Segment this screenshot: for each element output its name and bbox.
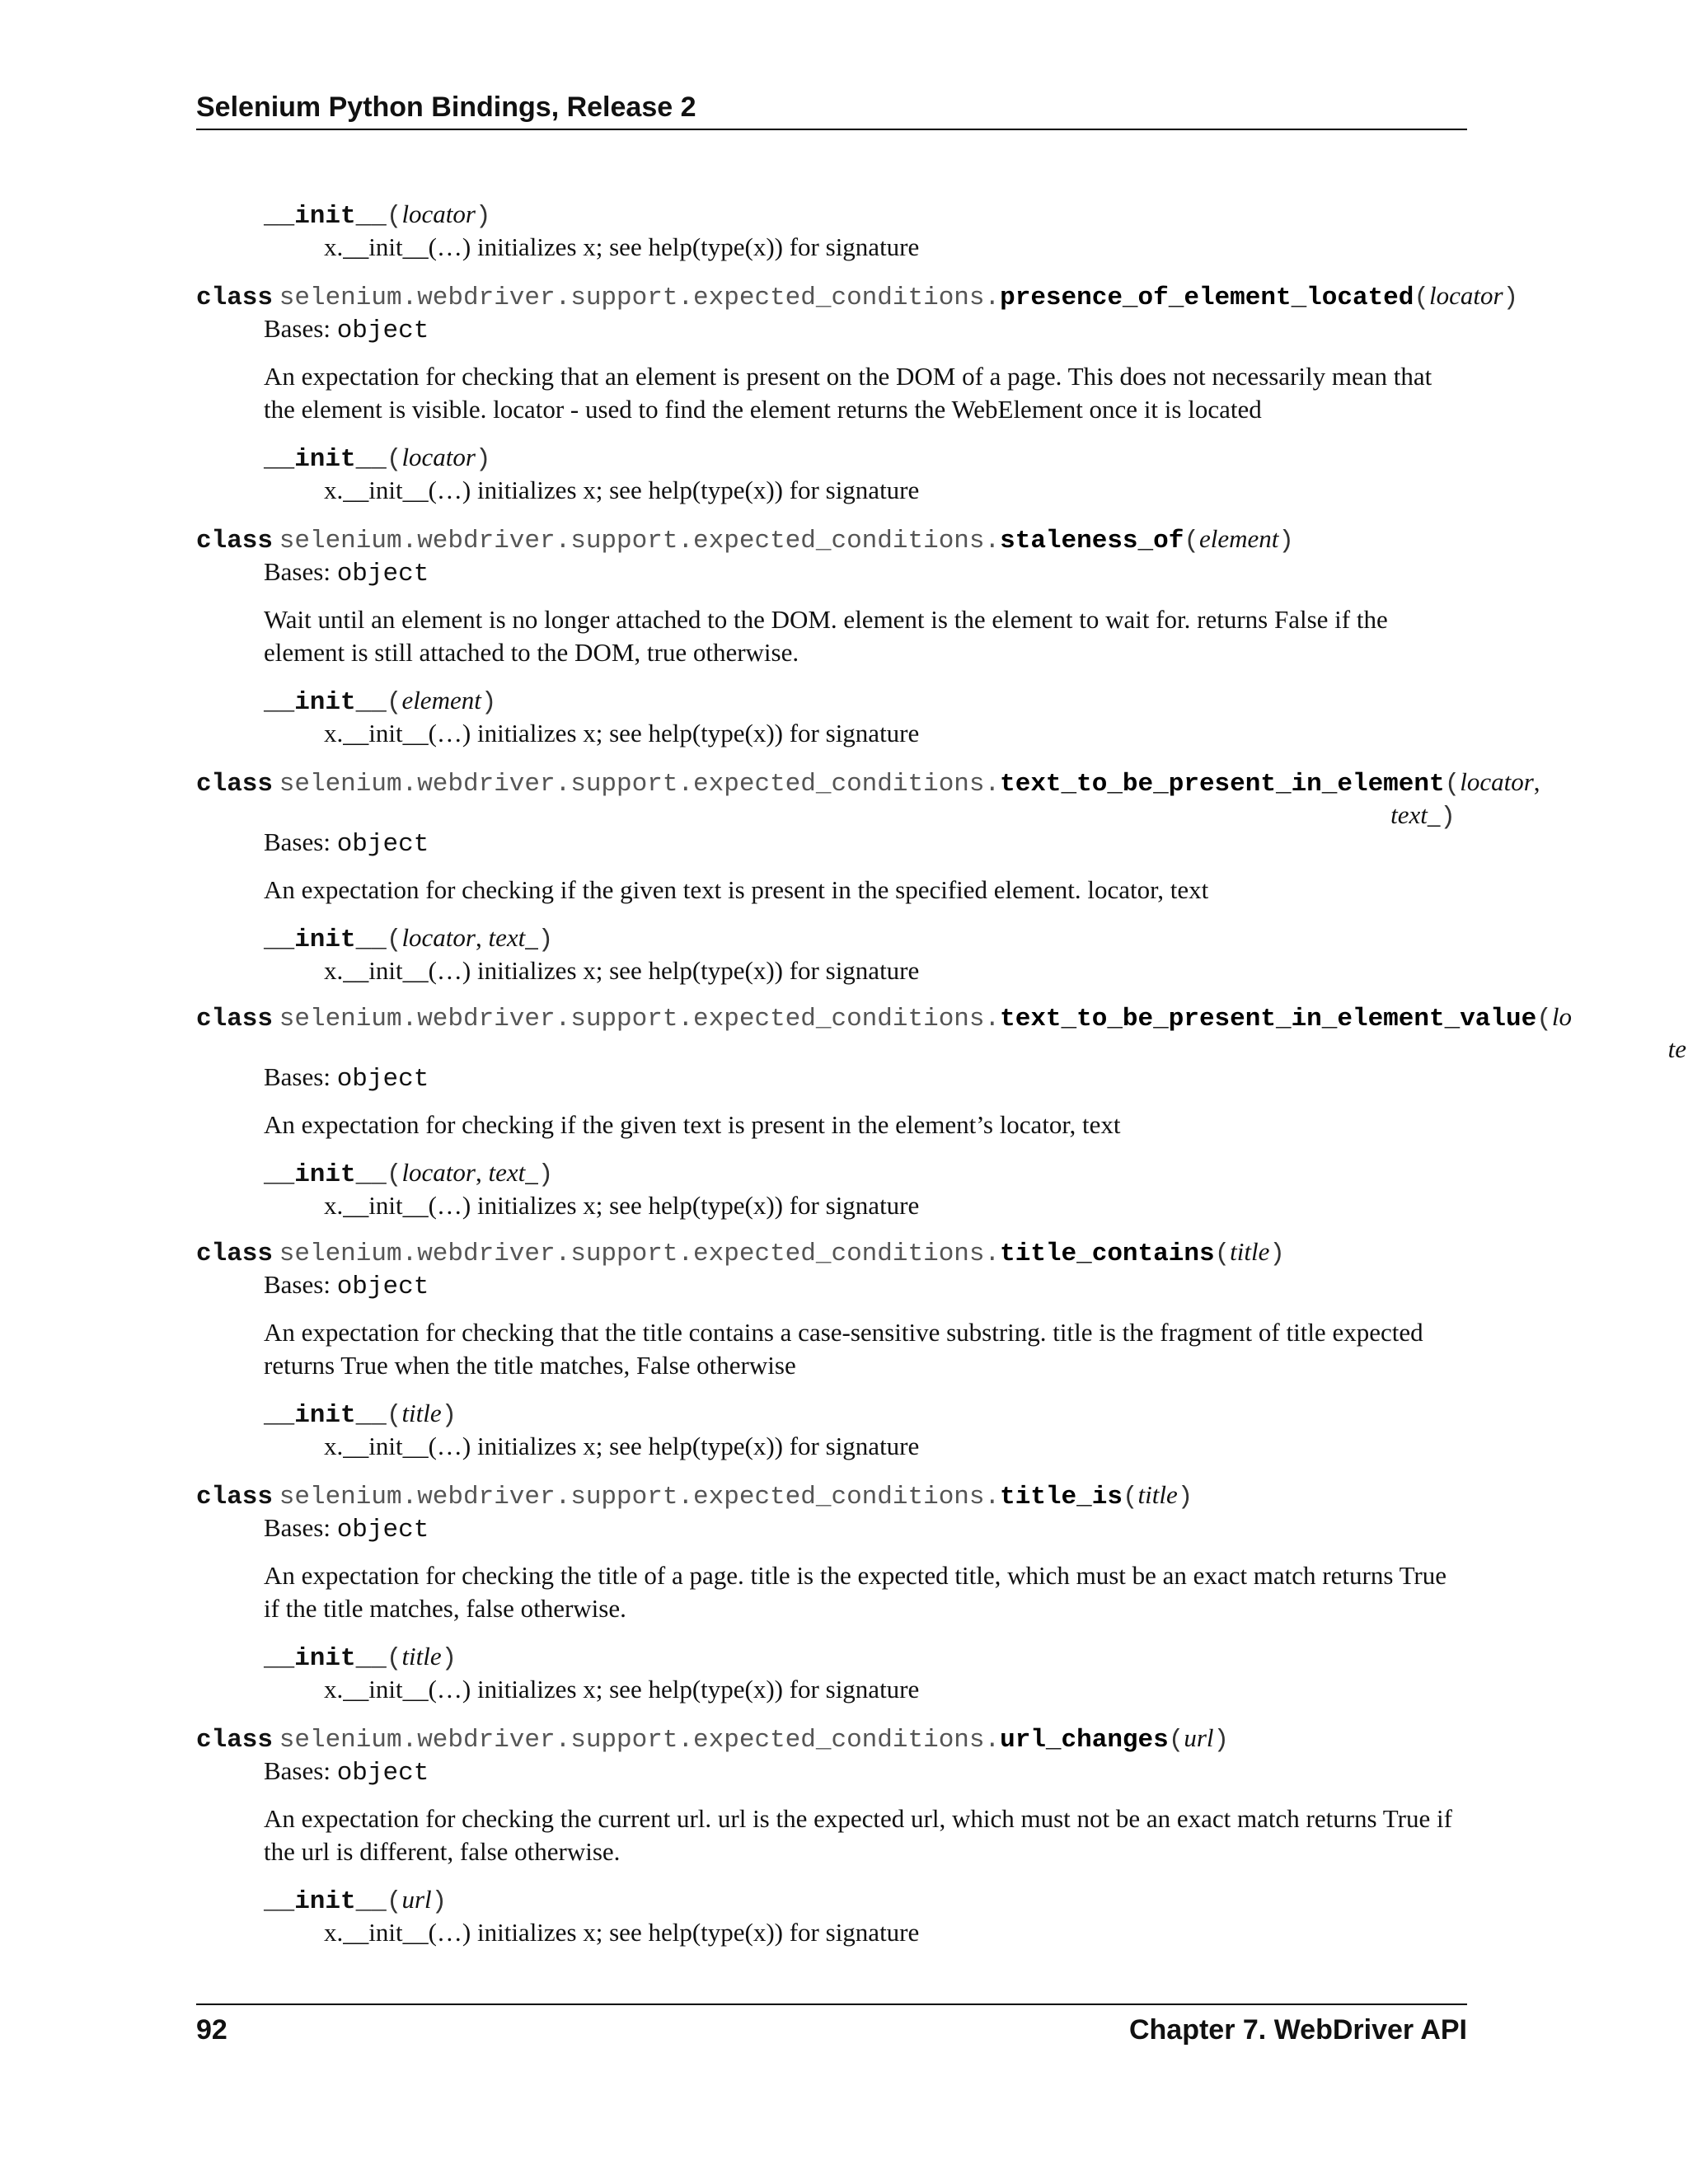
class-keyword: class bbox=[196, 1726, 274, 1755]
class-keyword: class bbox=[196, 1005, 274, 1033]
method-description: x.__init__(…) initializes x; see help(type(x)) for signature bbox=[324, 1432, 920, 1460]
method-description: x.__init__(…) initializes x; see help(type(x)) for signature bbox=[324, 956, 920, 985]
class-keyword: class bbox=[196, 284, 274, 312]
class-keyword: class bbox=[196, 1483, 274, 1511]
class-arg: url bbox=[1184, 1723, 1214, 1752]
class-docstring: An expectation for checking that an element is present on the DOM of a page. This does not necessarily mean that the element is visible. locator - used to find the element returns the WebElement once it is located bbox=[264, 362, 1432, 424]
method-arg: url bbox=[401, 1885, 432, 1914]
class-arg: title bbox=[1230, 1237, 1270, 1266]
class-arg: title bbox=[1137, 1480, 1178, 1509]
class-signature: class selenium.webdriver.support.expected_conditions.title_contains(title) bbox=[196, 1237, 1285, 1268]
method-name: __init__ bbox=[264, 1644, 387, 1673]
method-arg: locator bbox=[401, 923, 476, 952]
module-prefix: selenium.webdriver.support.expected_conditions. bbox=[279, 284, 1001, 312]
class-arg: locator bbox=[1460, 767, 1534, 796]
page-header: Selenium Python Bindings, Release 2 bbox=[196, 89, 1467, 130]
class-signature: class selenium.webdriver.support.expected_conditions.url_changes(url) bbox=[196, 1723, 1230, 1755]
class-docstring: An expectation for checking the title of a page. title is the expected title, which must be an exact match returns True if the title matches, false otherwise. bbox=[264, 1561, 1447, 1623]
class-signature-continuation: text_) bbox=[1390, 800, 1456, 832]
class-arg: element bbox=[1198, 524, 1279, 553]
method-description: x.__init__(…) initializes x; see help(type(x)) for signature bbox=[324, 476, 920, 504]
class-arg: text_ bbox=[1390, 800, 1441, 829]
method-description: x.__init__(…) initializes x; see help(type(x)) for signature bbox=[324, 1918, 920, 1947]
method-name: __init__ bbox=[264, 202, 387, 231]
module-prefix: selenium.webdriver.support.expected_conditions. bbox=[279, 527, 1001, 555]
method-signature: __init__(title) bbox=[264, 1642, 457, 1673]
method-arg: title bbox=[401, 1399, 442, 1427]
module-prefix: selenium.webdriver.support.expected_conditions. bbox=[279, 1240, 1001, 1268]
method-signature: __init__(locator) bbox=[264, 199, 491, 231]
method-signature: __init__(locator) bbox=[264, 443, 491, 474]
class-signature: class selenium.webdriver.support.expected_conditions.staleness_of(element) bbox=[196, 524, 1294, 555]
module-prefix: selenium.webdriver.support.expected_conditions. bbox=[279, 1005, 1001, 1033]
class-signature: class selenium.webdriver.support.expected_conditions.presence_of_element_located(locator) bbox=[196, 281, 1519, 312]
class-arg: lo bbox=[1551, 1002, 1572, 1031]
method-name: __init__ bbox=[264, 1887, 387, 1916]
method-description: x.__init__(…) initializes x; see help(type(x)) for signature bbox=[324, 1191, 920, 1220]
bases-line: Bases: object bbox=[264, 827, 429, 859]
method-arg: locator bbox=[401, 1158, 476, 1187]
method-name: __init__ bbox=[264, 1401, 387, 1430]
method-arg: element bbox=[401, 686, 481, 715]
method-arg: text_ bbox=[488, 1158, 538, 1187]
method-name: __init__ bbox=[264, 1160, 387, 1189]
method-arg: locator bbox=[401, 443, 476, 471]
base-class: object bbox=[336, 1759, 429, 1788]
base-class: object bbox=[336, 1272, 429, 1301]
method-description: x.__init__(…) initializes x; see help(type(x)) for signature bbox=[324, 719, 920, 748]
bases-line: Bases: object bbox=[264, 1513, 429, 1544]
class-signature: class selenium.webdriver.support.expected_conditions.text_to_be_present_in_element(locator, bbox=[196, 767, 1540, 799]
method-description: x.__init__(…) initializes x; see help(type(x)) for signature bbox=[324, 232, 920, 261]
base-class: object bbox=[336, 316, 429, 345]
class-name: title_contains bbox=[1000, 1240, 1215, 1268]
bases-line: Bases: object bbox=[264, 1270, 429, 1301]
method-arg: text_ bbox=[488, 923, 538, 952]
class-name: url_changes bbox=[1000, 1726, 1169, 1755]
bases-line: Bases: object bbox=[264, 557, 429, 588]
page-footer bbox=[196, 2004, 1467, 2048]
class-keyword: class bbox=[196, 770, 274, 799]
class-name: presence_of_element_located bbox=[1000, 284, 1414, 312]
method-name: __init__ bbox=[264, 445, 387, 474]
class-signature-continuation bbox=[1668, 1033, 1686, 1066]
class-arg: locator bbox=[1429, 281, 1503, 310]
class-signature: class selenium.webdriver.support.expected_conditions.title_is(title) bbox=[196, 1480, 1193, 1511]
class-name: title_is bbox=[1000, 1483, 1123, 1511]
chapter-title: Chapter 7. WebDriver API bbox=[1128, 2014, 1467, 2046]
class-name: staleness_of bbox=[1000, 527, 1184, 555]
method-arg: locator bbox=[401, 199, 476, 228]
bases-line: Bases: object bbox=[264, 1062, 429, 1094]
class-keyword: class bbox=[196, 527, 274, 555]
base-class: object bbox=[336, 1065, 429, 1094]
class-keyword: class bbox=[196, 1240, 274, 1268]
bases-line: Bases: object bbox=[264, 314, 429, 345]
class-name: text_to_be_present_in_element bbox=[1000, 770, 1445, 799]
class-docstring: An expectation for checking if the given text is present in the element’s locator, text bbox=[264, 1110, 1121, 1139]
method-name: __init__ bbox=[264, 926, 387, 954]
base-class: object bbox=[336, 830, 429, 859]
method-arg: title bbox=[401, 1642, 442, 1671]
module-prefix: selenium.webdriver.support.expected_conditions. bbox=[279, 1726, 1001, 1755]
method-signature: __init__(locator, text_) bbox=[264, 1158, 554, 1189]
module-prefix: selenium.webdriver.support.expected_conditions. bbox=[279, 1483, 1001, 1511]
class-name: text_to_be_present_in_element_value bbox=[1000, 1005, 1537, 1033]
page-number: 92 bbox=[196, 2014, 227, 2046]
module-prefix: selenium.webdriver.support.expected_conditions. bbox=[279, 770, 1001, 799]
class-docstring: An expectation for checking the current url. url is the expected url, which must not be an exact match returns True if the url is different, false otherwise. bbox=[264, 1804, 1452, 1866]
class-signature: class selenium.webdriver.support.expected_conditions.text_to_be_present_in_element_value(lo bbox=[196, 1002, 1572, 1033]
class-docstring: Wait until an element is no longer attached to the DOM. element is the element to wait for. returns False if the element is still attached to the DOM, true otherwise. bbox=[264, 605, 1388, 667]
class-docstring: An expectation for checking if the given text is present in the specified element. locator, text bbox=[264, 875, 1209, 904]
method-description: x.__init__(…) initializes x; see help(type(x)) for signature bbox=[324, 1675, 920, 1704]
method-signature: __init__(locator, text_) bbox=[264, 923, 554, 954]
class-docstring: An expectation for checking that the title contains a case-sensitive substring. title is the fragment of title expected returns True when the title matches, False otherwise bbox=[264, 1318, 1423, 1380]
method-signature: __init__(title) bbox=[264, 1399, 457, 1430]
class-arg: te bbox=[1667, 1034, 1686, 1063]
method-name: __init__ bbox=[264, 688, 387, 717]
method-signature: __init__(element) bbox=[264, 686, 497, 717]
method-signature: __init__(url) bbox=[264, 1885, 448, 1916]
base-class: object bbox=[336, 560, 429, 588]
base-class: object bbox=[336, 1516, 429, 1544]
bases-line: Bases: object bbox=[264, 1756, 429, 1788]
